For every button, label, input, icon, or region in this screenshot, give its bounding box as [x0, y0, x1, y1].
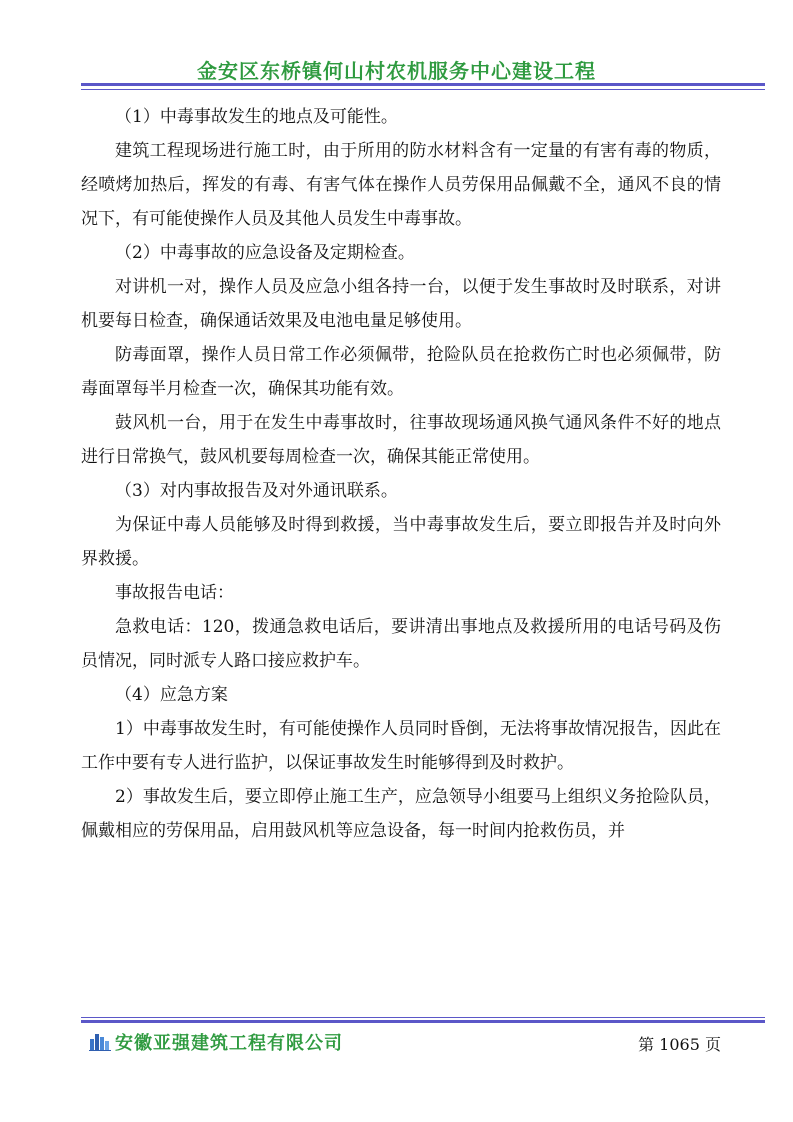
page-number: 第 1065 页: [638, 1035, 721, 1054]
footer-rule-thick: [81, 1020, 765, 1023]
section-heading-2: （2）中毒事故的应急设备及定期检查。: [115, 243, 415, 263]
page-footer: [81, 1027, 721, 1057]
header-rule-thin: [81, 89, 765, 90]
building-logo-icon: [89, 1031, 111, 1051]
body-paragraph: 1）中毒事故发生时，有可能使操作人员同时昏倒，无法将事故情况报告，因此在工作中要有专人进行监护，以保证事故发生时能够得到及时救护。: [81, 719, 721, 773]
section-heading-1: （1）中毒事故发生的地点及可能性。: [115, 107, 398, 127]
header-rule-thick: [81, 83, 765, 86]
body-paragraph: 为保证中毒人员能够及时得到救援，当中毒事故发生后，要立即报告并及时向外界救援。: [81, 515, 721, 569]
body-paragraph: 事故报告电话：: [115, 583, 234, 603]
page-header-title: 金安区东桥镇何山村农机服务中心建设工程: [197, 59, 596, 83]
body-paragraph: 2）事故发生后，要立即停止施工生产，应急领导小组要马上组织义务抢险队员，佩戴相应的劳保用品，启用鼓风机等应急设备，每一时间内抢救伤员，并: [81, 787, 721, 841]
body-paragraph: 急救电话：120，拨通急救电话后，要讲清出事地点及救援所用的电话号码及伤员情况，同时派专人路口接应救护车。: [81, 617, 721, 671]
section-heading-3: （3）对内事故报告及对外通讯联系。: [115, 481, 398, 501]
section-heading-4: （4）应急方案: [115, 685, 228, 705]
body-paragraph: 鼓风机一台，用于在发生中毒事故时，往事故现场通风换气通风条件不好的地点进行日常换气，鼓风机要每周检查一次，确保其能正常使用。: [81, 413, 721, 467]
body-paragraph: 防毒面罩，操作人员日常工作必须佩带，抢险队员在抢救伤亡时也必须佩带，防毒面罩每半月检查一次，确保其功能有效。: [81, 345, 721, 399]
footer-rule-thin: [81, 1017, 765, 1018]
body-paragraph: 对讲机一对，操作人员及应急小组各持一台，以便于发生事故时及时联系，对讲机要每日检查，确保通话效果及电池电量足够使用。: [81, 277, 721, 331]
document-body: [81, 100, 721, 848]
body-paragraph: 建筑工程现场进行施工时，由于所用的防水材料含有一定量的有害有毒的物质，经喷烤加热后，挥发的有毒、有害气体在操作人员劳保用品佩戴不全，通风不良的情况下，有可能使操作人员及其他人员发生中毒事故。: [81, 141, 721, 229]
company-name: 安徽亚强建筑工程有限公司: [115, 1033, 343, 1054]
